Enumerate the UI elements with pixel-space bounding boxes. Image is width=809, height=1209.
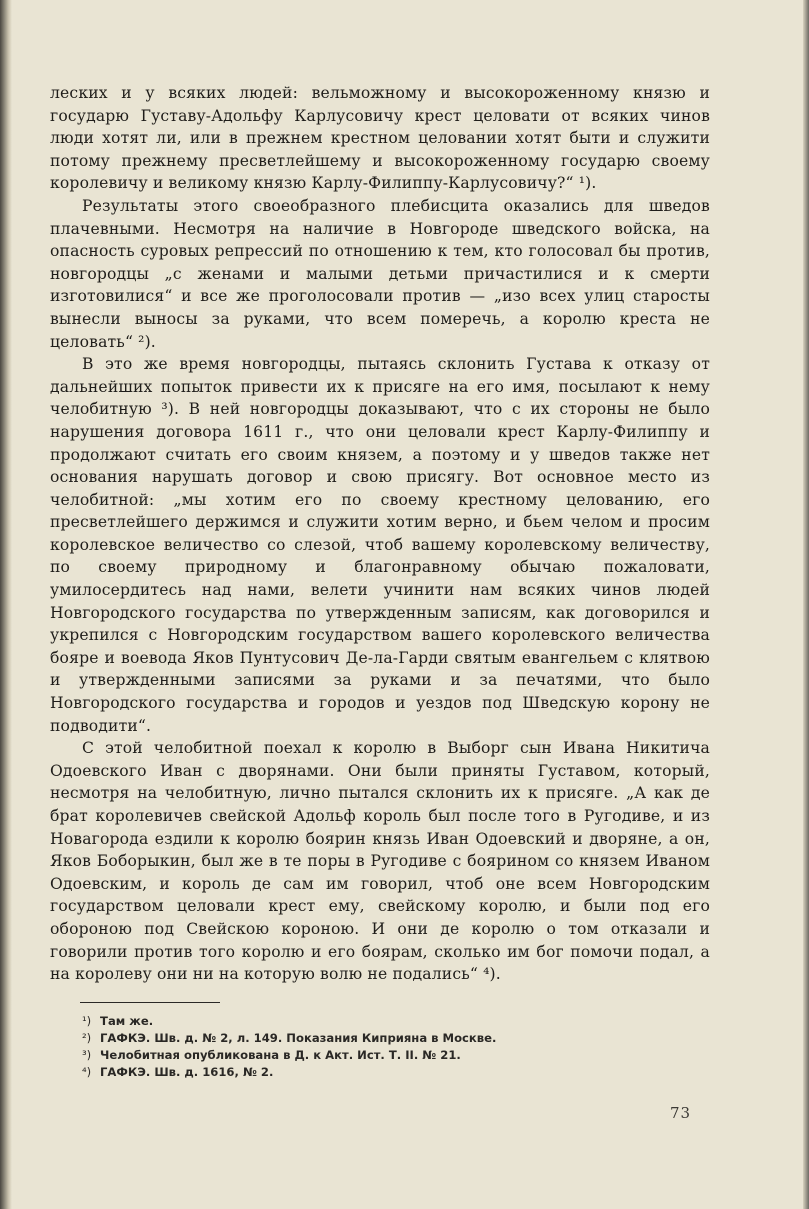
footnote-divider bbox=[80, 1002, 220, 1003]
scan-shadow-right bbox=[803, 0, 809, 1209]
scan-shadow-left bbox=[0, 0, 12, 1209]
book-page bbox=[50, 82, 710, 1081]
paragraph-odoevsky-embassy: С этой челобитной поехал к королю в Выборг сын Ивана Никитича Одоевского Иван с дворянами. Они были приняты Густавом, который, несмотря на челобитную, лично пытался склонить их к присяге. „А как де брат королевичев свейской Адольф король был после того в Ругодиве, и из Новагорода ездили к королю боярин князь Иван Одоевский и дворяне, а он, Яков Боборыкин, был же в те поры в Ругодиве с боярином со князем Иваном Одоевским, и король де сам им говорил, чтоб оне всем Новгородским государством целовали крест ему, свейскому королю, и были под его обороною под Свейскою короною. И они де королю о том отказали и говорили против того королю и его боярам, сколько им бог помочи подал, а на королеву они ни на которую волю не подались“ ⁴). bbox=[50, 739, 710, 984]
footnote-1 bbox=[82, 1013, 710, 1030]
footnote-mark: ²) bbox=[82, 1030, 92, 1045]
paragraph-petition: В это же время новгородцы, пытаясь склонить Густава к отказу от дальнейших попыток привести их к присяге на его имя, посылают к нему челобитную ³). В ней новгородцы доказывают, что с их стороны не было нарушения договора 1611 г., что они целовали крест Карлу-Филиппу и продолжают считать его своим князем, а поэтому и у шведов также нет основания нарушать договор и свою присягу. Вот основное место из челобитной: „мы хотим его по своему крестному целованию, его пресветлейшего держимся и служити хотим верно, и бьем челом и просим королевское величество со слезой, чтоб вашему королевскому величеству, по своему природному и благонравному обычаю пожаловати, умилосердитесь над нами, велети учинити нам всяких чинов людей Новгородского государства по утвержденным записям, как договорился и укрепился с Новгородским государством вашего королевского величества бояре и воевода Яков Пунтусович Де-ла-Гарди святым евангельем с клятвою и утвержденными записями за руками и за печатями, что было Новгородского государства и городов и уездов под Шведскую корону не подводити“. bbox=[50, 355, 710, 735]
footnote-mark: ¹) bbox=[82, 1013, 92, 1028]
footnote-3 bbox=[82, 1047, 710, 1064]
paragraph-continuation: леских и у всяких людей: вельможному и высокороженному князю и государю Густаву-Адольфу Карлусовичу крест целовати от всяких чинов люди хотят ли, или в прежнем крестном целовании хотят быти и служити потому прежнему пресветлейшему и высокороженному государю своему королевичу и великому князю Карлу-Филиппу-Карлусовичу?“ ¹). bbox=[50, 84, 710, 193]
footnote-mark: ³) bbox=[82, 1047, 92, 1062]
footnote-text: ГАФКЭ. Шв. д. 1616, № 2. bbox=[100, 1064, 274, 1079]
paragraph-plebiscite-results: Результаты этого своеобразного плебисцита оказались для шведов плачевными. Несмотря на наличие в Новгороде шведского войска, на опасность суровых репрессий по отношению к тем, кто голосовал бы против, новгородцы „с женами и малыми детьми причастилися и к смерти изготовилися“ и все же проголосовали против — „изо всех улиц старосты вынесли выносы за руками, что всем померечь, а королю креста не целовать“ ²). bbox=[50, 196, 710, 351]
footnote-text: Там же. bbox=[100, 1013, 154, 1028]
footnote-2 bbox=[82, 1030, 710, 1047]
footnotes bbox=[82, 1013, 710, 1081]
footnote-text: Челобитная опубликована в Д. к Акт. Ист. Т. II. № 21. bbox=[100, 1047, 461, 1062]
footnote-text: ГАФКЭ. Шв. д. № 2, л. 149. Показания Киприяна в Москве. bbox=[100, 1030, 497, 1045]
page-number: 73 bbox=[670, 1104, 692, 1122]
footnote-mark: ⁴) bbox=[82, 1064, 92, 1079]
footnote-4 bbox=[82, 1064, 710, 1081]
